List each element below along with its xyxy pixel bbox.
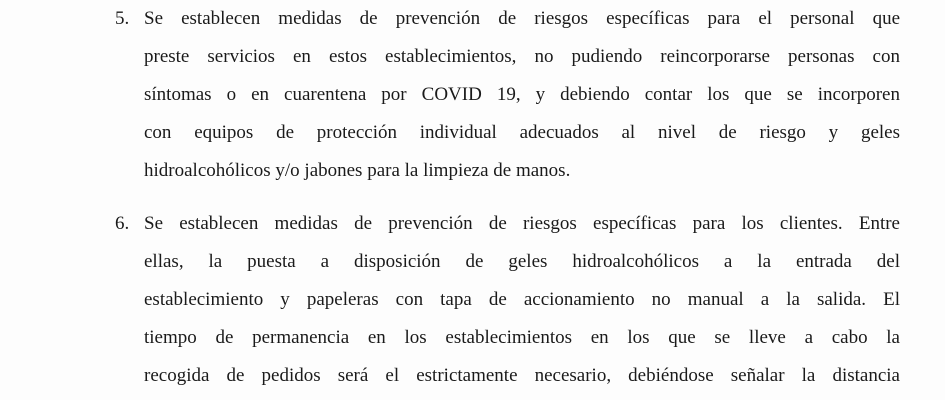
text-line: Se establecen medidas de prevención de riesgos específicas para los clientes. Entre xyxy=(144,213,900,234)
text-line: preste servicios en estos establecimientos, no pudiendo reincorporarse personas con xyxy=(144,46,900,67)
text-line: establecimiento y papeleras con tapa de accionamiento no manual a la salida. El xyxy=(144,289,900,310)
text-line: recogida de pedidos será el estrictamente necesario, debiéndose señalar la distancia xyxy=(144,365,900,386)
text-line: tiempo de permanencia en los establecimientos en los que se lleve a cabo la xyxy=(144,327,900,348)
text-line: hidroalcohólicos y/o jabones para la limpieza de manos. xyxy=(144,160,571,181)
text-line: Se establecen medidas de prevención de riesgos específicas para el personal que xyxy=(144,8,900,29)
text-line: ellas, la puesta a disposición de geles hidroalcohólicos a la entrada del xyxy=(144,251,900,272)
list-item-number: 5. xyxy=(115,8,130,29)
list-item-number: 6. xyxy=(115,213,130,234)
text-line: con equipos de protección individual adecuados al nivel de riesgo y geles xyxy=(144,122,900,143)
text-line: síntomas o en cuarentena por COVID 19, y debiendo contar los que se incorporen xyxy=(144,84,900,105)
